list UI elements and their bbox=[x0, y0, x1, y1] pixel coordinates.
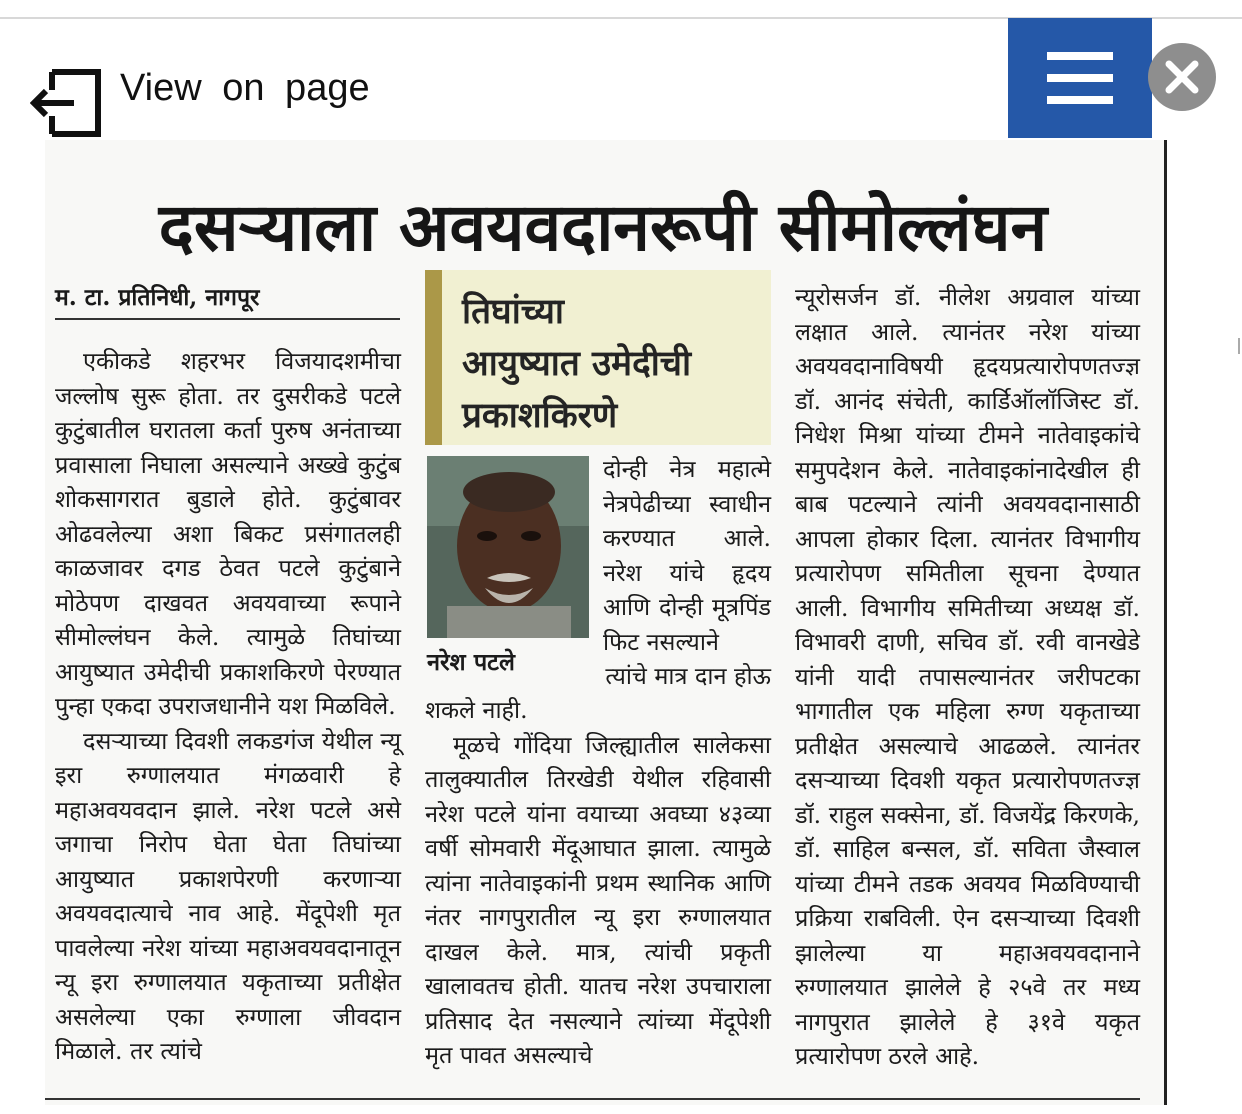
hamburger-menu-icon bbox=[1047, 50, 1113, 106]
newspaper-clipping[interactable] bbox=[45, 140, 1165, 1105]
exit-to-page-icon bbox=[30, 60, 102, 140]
scroll-marker bbox=[1238, 338, 1240, 354]
pull-quote-line: प्रकाशकिरणे bbox=[462, 395, 618, 436]
pull-quote-box bbox=[425, 270, 771, 445]
paragraph: मूळचे गोंदिया जिल्ह्यातील सालेकसा तालुक्यातील तिरखेडी येथील रहिवासी नरेश पटले यांना वयाच्या अवघ्या ४३व्या वर्षी सोमवारी मेंदूआघात झाला. त्यामुळे त्यांना नातेवाइकांनी प्रथम स्थानिक आणि नंतर नागपुरातील न्यू इरा रुग्णालयात दाखल केले. मात्र, त्यांची प्रकृती खालावतच होती. यातच नरेश उपचाराला प्रतिसाद देत नसल्याने त्यांच्या मेंदूपेशी मृत पावत असल्याचे bbox=[425, 730, 771, 1069]
article-column-2-wrap-end: त्यांचे मात्र दान होऊ bbox=[605, 662, 771, 690]
article-column-2 bbox=[425, 693, 771, 1073]
article-column-1 bbox=[55, 344, 401, 1069]
article-headline: दसऱ्याला अवयवदानरूपी सीमोल्लंघन bbox=[158, 188, 1048, 266]
menu-button[interactable] bbox=[1008, 18, 1152, 138]
article-column-2-wrap: दोन्ही नेत्र महात्मे नेत्रपेढीच्या स्वाधीन करण्यात आले. नरेश यांचे हृदय आणि दोन्ही मूत्रपिंड फिट नसल्याने bbox=[603, 455, 771, 656]
close-button[interactable] bbox=[1148, 43, 1216, 111]
pull-quote-line: आयुष्यात उमेदीची bbox=[462, 343, 692, 384]
article-column-3 bbox=[795, 280, 1140, 1074]
paragraph: शकले नाही. bbox=[425, 696, 528, 724]
view-on-page-button[interactable] bbox=[30, 60, 370, 140]
close-icon bbox=[1165, 60, 1199, 94]
portrait-photo bbox=[427, 456, 589, 638]
paragraph: एकीकडे शहरभर विजयादशमीचा जल्लोष सुरू होता. तर दुसरीकडे पटले कुटुंबातील घरातला कर्ता पुरुष अनंताच्या प्रवासाला निघाला असल्याने अख्खे कुटुंब शोकसागरात बुडाले होते. कुटुंबावर ओढवलेल्या अशा बिकट प्रसंगातलही काळजावर दगड ठेवत पटले कुटुंबाने मोठेपण दाखवत अवयवाच्या रूपाने सीमोल्लंघन केले. त्यामुळे तिघांच्या आयुष्यात उमेदीची प्रकाशकिरणे पेरण्यात पुन्हा एकदा उपराजधानीने यश मिळविले. bbox=[55, 347, 401, 720]
pull-quote-text bbox=[462, 286, 691, 442]
paragraph: न्यूरोसर्जन डॉ. नीलेश अग्रवाल यांच्या लक्षात आले. त्यानंतर नरेश यांच्या अवयवदानाविषयी हृदयप्रत्यारोपणतज्ज्ञ डॉ. आनंद संचेती, कार्डिऑलॉजिस्ट डॉ. निधेश मिश्रा यांच्या टीमने नातेवाइकांचे समुपदेशन केले. नातेवाइकांनादेखील ही बाब पटल्याने त्यांनी अवयवदानासाठी आपला होकार दिला. त्यानंतर विभागीय प्रत्यारोपण समितीला सूचना देण्यात आली. विभागीय समितीच्या अध्यक्ष डॉ. विभावरी दाणी, सचिव डॉ. रवी वानखेडे यांनी यादी तपासल्यानंतर जरीपटका भागातील एक महिला रुग्ण यकृताच्या प्रतीक्षेत असल्याचे आढळले. त्यानंतर दसऱ्याच्या दिवशी यकृत प्रत्यारोपणतज्ज्ञ डॉ. राहुल सक्सेना, डॉ. विजयेंद्र किरणके, डॉ. साहिल बन्सल, डॉ. सविता जैस्वाल यांच्या टीमने तडक अवयव मिळविण्याची प्रक्रिया राबविली. ऐन दसऱ्याच्या दिवशी झालेल्या या महाअवयवदानाने रुग्णालयात झालेले हे २५वे तर मध्य नागपुरात झालेले हे ३१वे यकृत प्रत्यारोपण ठरले आहे. bbox=[795, 283, 1140, 1070]
view-on-page-label: View on page bbox=[120, 66, 370, 109]
pull-quote-line: तिघांच्या bbox=[462, 291, 564, 332]
byline-divider bbox=[55, 318, 400, 320]
article-byline: म. टा. प्रतिनिधी, नागपूर bbox=[55, 284, 260, 311]
photo-caption: नरेश पटले bbox=[427, 648, 515, 676]
column-rule-bottom bbox=[45, 1098, 1140, 1100]
paragraph: दसऱ्याच्या दिवशी लकडगंज येथील न्यू इरा रुग्णालयात मंगळवारी हे महाअवयवदान झाले. नरेश पटले असे जगाचा निरोप घेता घेता तिघांच्या आयुष्यात प्रकाशपेरणी करणाऱ्या अवयवदात्याचे नाव आहे. मेंदूपेशी मृत पावलेल्या नरेश यांच्या महाअवयवदानातून न्यू इरा रुग्णालयात यकृताच्या प्रतीक्षेत असलेल्या एका रुग्णाला जीवदान मिळाले. तर त्यांचे bbox=[55, 726, 401, 1065]
column-rule-right bbox=[1164, 140, 1167, 1105]
portrait-image bbox=[427, 456, 589, 638]
